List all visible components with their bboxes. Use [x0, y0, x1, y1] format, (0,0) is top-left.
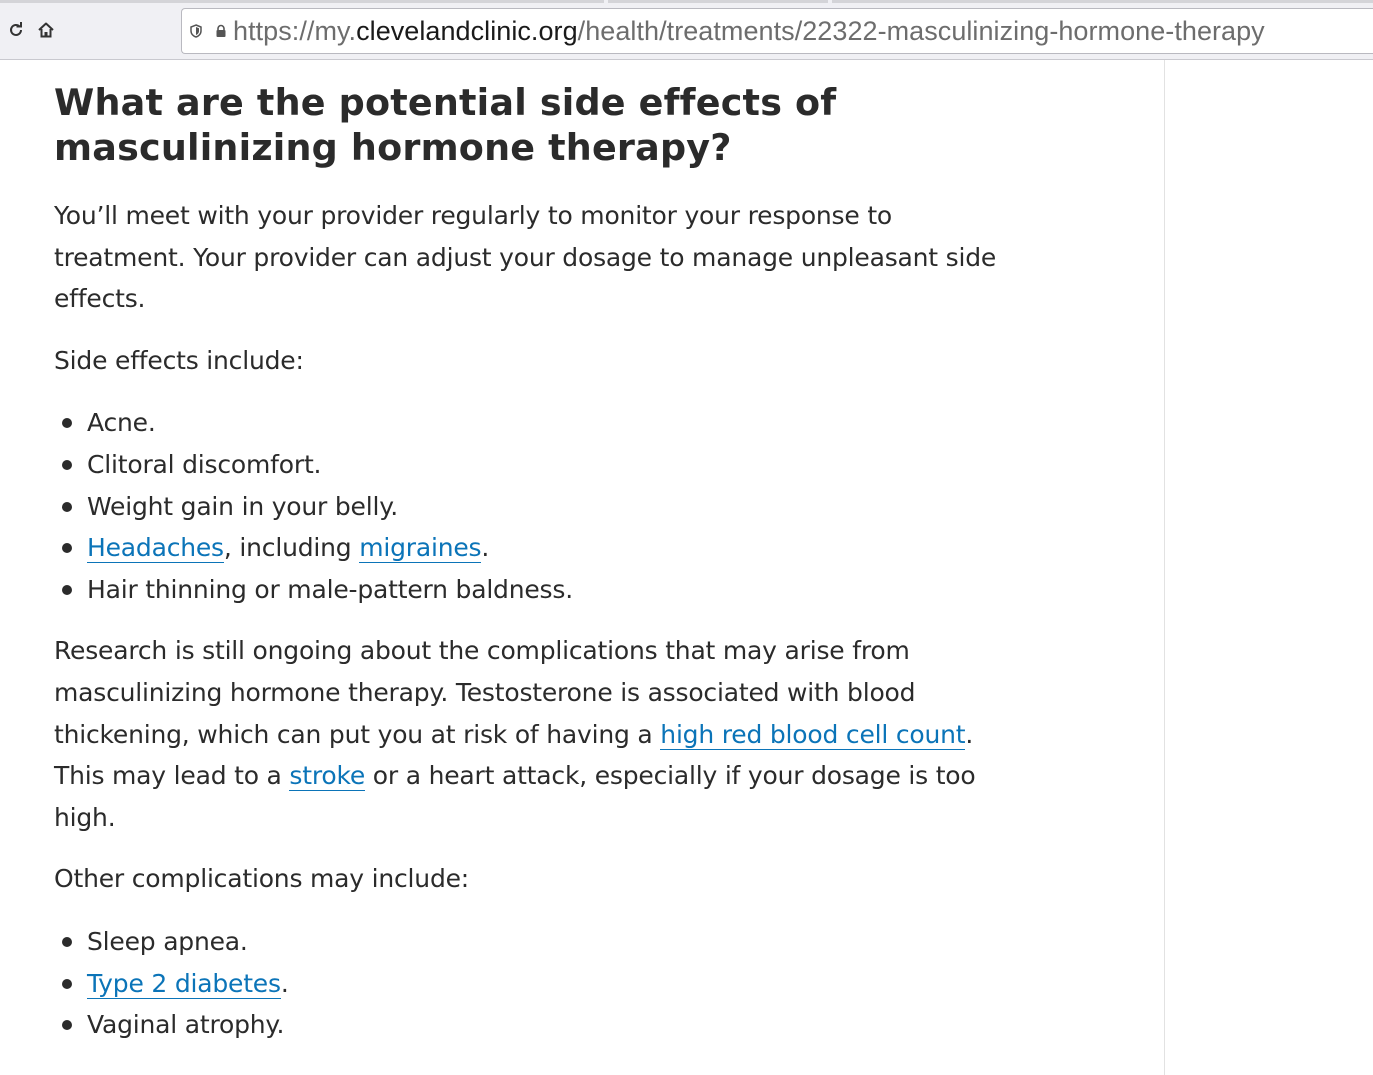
browser-toolbar — [0, 0, 1373, 60]
list-item — [54, 486, 1134, 528]
list-item — [54, 569, 1134, 611]
reload-icon[interactable] — [4, 18, 28, 42]
paragraph-text: This may lead to a — [54, 761, 290, 791]
home-icon[interactable] — [34, 18, 58, 42]
address-bar[interactable] — [181, 8, 1373, 54]
bullet-icon — [62, 1020, 72, 1030]
paragraph-line — [54, 755, 1134, 797]
high-red-blood-cell-count-link[interactable]: high red blood cell count — [660, 719, 966, 749]
side-effects-list — [54, 402, 1134, 610]
list-item — [54, 444, 1134, 486]
lock-icon[interactable] — [215, 23, 227, 39]
sidebar-divider — [1164, 60, 1165, 1075]
bullet-icon — [62, 418, 72, 428]
research-paragraph — [54, 630, 1134, 838]
list-item — [54, 963, 1134, 1005]
paragraph-text: thickening, which can put you at risk of having a — [54, 719, 661, 749]
headaches-link[interactable]: Headaches — [87, 533, 224, 563]
bullet-icon — [62, 937, 72, 947]
section-heading — [54, 80, 1134, 170]
migraines-link[interactable]: migraines — [359, 533, 482, 563]
list-item-text: . — [481, 533, 490, 563]
bullet-icon — [62, 460, 72, 470]
paragraph-line: masculinizing hormone therapy. Testosterone is associated with blood — [54, 677, 916, 707]
url-prefix: https://my. — [233, 15, 357, 46]
list-item-text: Vaginal atrophy. — [87, 1010, 285, 1040]
url-host: clevelandclinic.org — [356, 15, 578, 46]
type-2-diabetes-link[interactable]: Type 2 diabetes — [87, 968, 281, 998]
tab-strip-edge — [0, 0, 604, 3]
bullet-icon — [62, 543, 72, 553]
url-path: /health/treatments/22322-masculinizing-hormone-therapy — [577, 15, 1265, 46]
url-text[interactable] — [233, 16, 1265, 47]
intro-paragraph — [54, 195, 1134, 320]
paragraph-line: high. — [54, 802, 116, 832]
list-item-text: Sleep apnea. — [87, 926, 248, 956]
list-item-text: . — [280, 968, 289, 998]
bullet-icon — [62, 585, 72, 595]
list-item-text: Acne. — [87, 408, 156, 438]
tab-strip-edge — [608, 0, 828, 3]
paragraph-line: treatment. Your provider can adjust your dosage to manage unpleasant side — [54, 242, 997, 272]
other-complications-list — [54, 921, 1134, 1046]
paragraph-line — [54, 714, 1134, 756]
other-complications-intro: Other complications may include: — [54, 864, 470, 894]
list-item-text: Weight gain in your belly. — [87, 491, 398, 521]
list-item-text: , including — [223, 533, 360, 563]
bullet-icon — [62, 502, 72, 512]
shield-icon[interactable] — [190, 23, 204, 39]
list-item-text: Hair thinning or male-pattern baldness. — [87, 574, 573, 604]
bullet-icon — [62, 979, 72, 989]
list-item — [54, 402, 1134, 444]
list-item-text: Clitoral discomfort. — [87, 449, 322, 479]
paragraph-line: effects. — [54, 284, 146, 314]
paragraph-line: You’ll meet with your provider regularly to monitor your response to — [54, 201, 893, 230]
list-item — [54, 527, 1134, 569]
article-content — [54, 80, 1134, 1046]
tab-strip-edge — [832, 0, 1373, 3]
paragraph-text: . — [965, 719, 974, 749]
list-item — [54, 921, 1134, 963]
paragraph-text: or a heart attack, especially if your dosage is too — [365, 761, 976, 791]
paragraph-line: Research is still ongoing about the complications that may arise from — [54, 636, 910, 666]
side-effects-intro: Side effects include: — [54, 345, 304, 375]
stroke-link[interactable]: stroke — [289, 761, 366, 791]
list-item — [54, 1004, 1134, 1046]
heading-line: What are the potential side effects of — [54, 81, 837, 124]
heading-line: masculinizing hormone therapy? — [54, 126, 732, 169]
